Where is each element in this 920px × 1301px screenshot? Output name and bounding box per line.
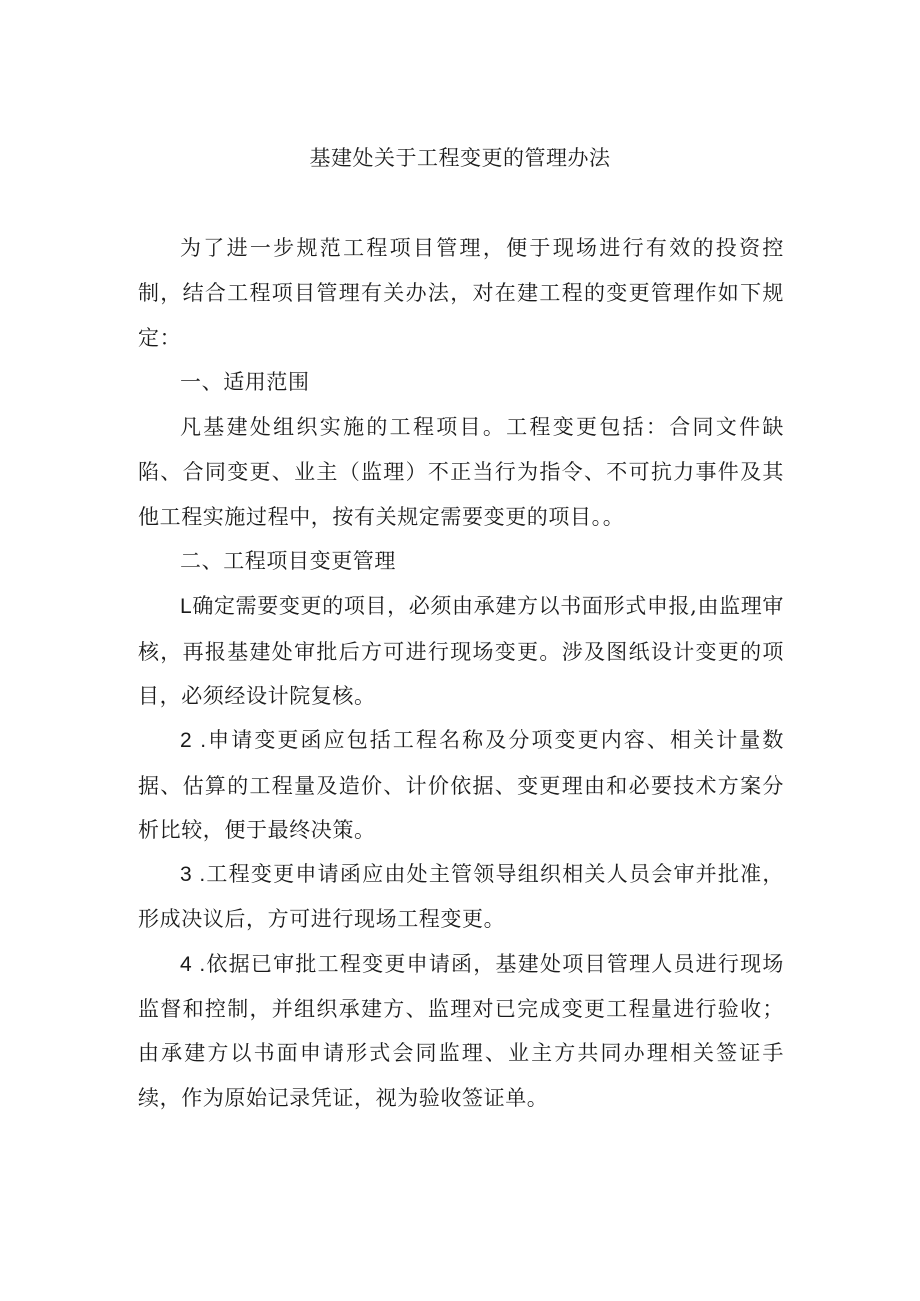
- paragraph-scope: [138, 405, 784, 539]
- paragraph-text: 凡基建处组织实施的工程项目。工程变更包括：合同文件缺陷、合同变更、业主（监理）不正当行为指令、不可抗力事件及其他工程实施过程中，按有关规定需要变更的项目。。: [138, 415, 784, 529]
- list-item-1: [138, 584, 784, 718]
- list-item-text: 确定需要变更的项目，必须由承建方以书面形式申报,由监理审核，再报基建处审批后方可进行现场变更。涉及图纸设计变更的项目，必须经设计院复核。: [138, 594, 784, 708]
- list-item-text: 依据已审批工程变更申请函，基建处项目管理人员进行现场监督和控制，并组织承建方、监理对已完成变更工程量进行验收；由承建方以书面申请形式会同监理、业主方共同办理相关签证手续，作为原始记录凭证，视为验收签证单。: [138, 951, 784, 1110]
- list-item-number: L: [180, 595, 193, 619]
- list-item-number: 3 .: [180, 863, 206, 887]
- paragraph-text: 为了进一步规范工程项目管理，便于现场进行有效的投资控制，结合工程项目管理有关办法，对在建工程的变更管理作如下规定：: [138, 236, 784, 350]
- section-heading-scope: [138, 360, 784, 405]
- list-item-number: 2 .: [180, 729, 207, 753]
- list-item-4: [138, 942, 784, 1120]
- list-item-number: 4 .: [180, 952, 206, 976]
- paragraph-text: 二、工程项目变更管理: [180, 549, 396, 574]
- list-item-text: 申请变更函应包括工程名称及分项变更内容、相关计量数据、估算的工程量及造价、计价依据、变更理由和必要技术方案分析比较，便于最终决策。: [138, 728, 785, 842]
- section-heading-management: [138, 539, 784, 584]
- paragraph-intro: [138, 226, 784, 360]
- list-item-text: 工程变更申请函应由处主管领导组织相关人员会审并批准，形成决议后，方可进行现场工程变更。: [138, 862, 784, 932]
- document-title: 基建处关于工程变更的管理办法: [309, 146, 611, 170]
- document-body: [138, 226, 784, 1120]
- list-item-3: [138, 852, 784, 942]
- paragraph-text: 一、适用范围: [180, 369, 310, 394]
- list-item-2: [138, 718, 784, 852]
